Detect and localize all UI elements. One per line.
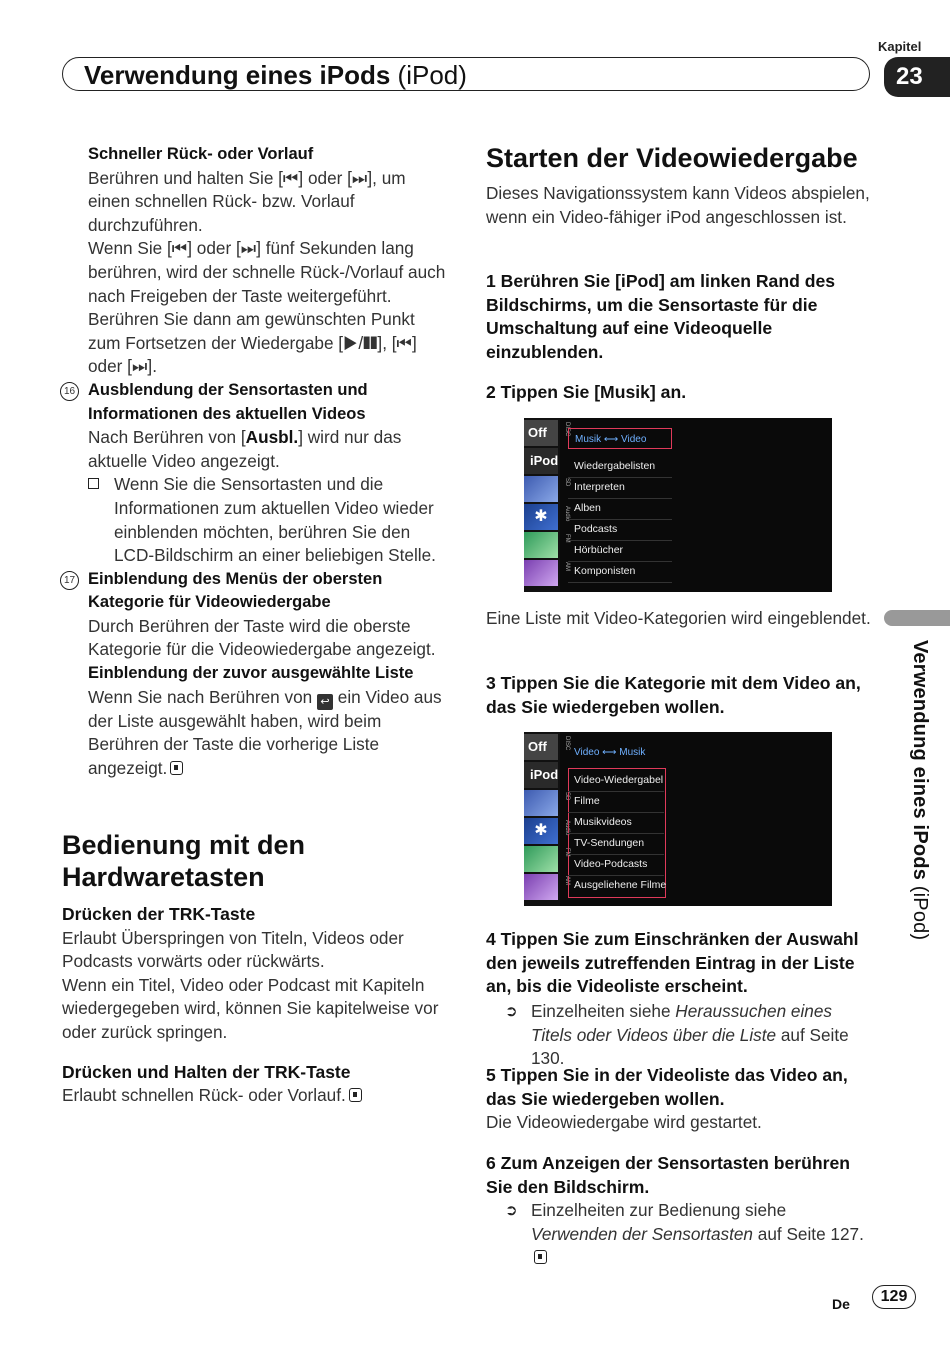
music-video-toggle[interactable]: Musik ⟷ Video xyxy=(568,428,672,449)
screenshot-video-menu xyxy=(524,732,832,906)
source-am-icon[interactable] xyxy=(524,560,558,586)
list-item[interactable]: Video-Wiedergabel xyxy=(568,770,664,792)
fast-seek-text-1: Berühren und halten Sie [⏮] oder [⏭], um einen schnellen Rück- bzw. Vorlauf durchzuführen. xyxy=(88,167,406,235)
left-column xyxy=(63,143,450,780)
source-fm-icon[interactable] xyxy=(524,532,558,558)
step-1: 1 Berühren Sie [iPod] am linken Rand des Bildschirms, um die Sensortaste für die Umschaltung auf eine Videoquelle einzublenden. xyxy=(486,271,836,362)
side-label-audio: Audio xyxy=(564,506,570,522)
end-mark-icon xyxy=(170,761,183,775)
hardware-keys-heading: Bedienung mit den Hardwaretasten xyxy=(62,830,305,892)
item-16-title: Ausblendung der Sensortasten und Informationen des aktuellen Videos xyxy=(88,380,368,423)
trk-press-title: Drücken der TRK-Taste xyxy=(62,904,256,924)
trk-hold-text: Erlaubt schnellen Rück- oder Vorlauf. xyxy=(62,1084,442,1108)
list-item[interactable]: Hörbücher xyxy=(568,540,672,562)
step-6-note: ➲ Einzelheiten zur Bedienung siehe Verwenden der Sensortasten auf Seite 127. xyxy=(531,1199,876,1270)
page-header-title: Verwendung eines iPods (iPod) xyxy=(84,60,467,90)
trk-hold-title: Drücken und Halten der TRK-Taste xyxy=(62,1061,351,1082)
list-item[interactable]: Video-Podcasts xyxy=(568,854,664,876)
side-label-sd: SD xyxy=(564,478,570,487)
arrow-bullet-icon: ➲ xyxy=(505,1202,518,1219)
bluetooth-icon[interactable]: ✱ xyxy=(524,504,558,530)
step-2: 2 Tippen Sie [Musik] an. xyxy=(486,382,687,402)
list-item[interactable]: Filme xyxy=(568,791,664,813)
item-17 xyxy=(63,568,450,781)
item-17-text: Durch Berühren der Taste wird die oberste Kategorie für die Videowiedergabe angezeigt. xyxy=(88,615,436,660)
side-tab-title: Verwendung eines iPods (iPod) xyxy=(909,640,931,941)
source-off-button[interactable]: Off xyxy=(524,420,558,446)
step-5-text: Die Videowiedergabe wird gestartet. xyxy=(486,1112,762,1132)
step-4-note: ➲ Einzelheiten siehe Heraussuchen eines Titels oder Videos über die Liste auf Seite 130. xyxy=(505,1001,849,1069)
video-start-heading: Starten der Videowiedergabe xyxy=(486,143,858,173)
item-16-note: Wenn Sie die Sensortasten und die Informationen zum aktuellen Video wieder einblenden möchten, berühren Sie den LCD-Bildschirm an einer beliebigen Stelle. xyxy=(88,473,450,567)
item-17-sub-title: Einblendung der zuvor ausgewählte Liste xyxy=(88,664,414,683)
list-item[interactable]: Musikvideos xyxy=(568,812,664,834)
side-label-sd: SD xyxy=(564,792,570,801)
trk-section xyxy=(62,903,442,1108)
footer-language: De xyxy=(832,1296,850,1312)
fast-seek-title: Schneller Rück- oder Vorlauf xyxy=(88,145,314,163)
side-label-fm: FM xyxy=(564,848,570,857)
source-ipod-button[interactable]: iPod xyxy=(524,762,558,788)
arrow-bullet-icon: ➲ xyxy=(505,1003,518,1020)
item-17-sub-text: Wenn Sie nach Berühren von ↩ ein Video aus der Liste ausgewählt haben, wird beim Berühren der Taste die vorherige Liste angezeigt. xyxy=(88,686,442,778)
end-mark-icon xyxy=(349,1088,362,1102)
list-item[interactable]: Wiedergabelisten xyxy=(568,456,672,478)
back-icon: ↩ xyxy=(317,694,333,710)
list-item[interactable]: TV-Sendungen xyxy=(568,833,664,855)
end-mark-icon xyxy=(534,1250,547,1264)
item-16-number: 16 xyxy=(60,382,79,401)
fast-seek-text-2: Wenn Sie [⏮] oder [⏭] fünf Sekunden lang berühren, wird der schnelle Rück-/Vorlauf auch nach Freigeben der Taste weitergeführt. Berühren Sie dann am gewünschten Punkt zum Fortsetzen der Wiedergabe [▶/❚❚], [⏮] oder [⏭]. xyxy=(88,238,446,377)
side-label-disc: DISC xyxy=(564,422,570,437)
chapter-label: Kapitel xyxy=(878,39,922,54)
screenshot-music-menu xyxy=(524,418,832,592)
side-tab-bar xyxy=(884,610,950,626)
source-ipod-button[interactable]: iPod xyxy=(524,448,558,474)
side-label-disc: DISC xyxy=(564,736,570,751)
chapter-number: 23 xyxy=(884,57,950,97)
list-item[interactable]: Podcasts xyxy=(568,519,672,541)
bluetooth-icon[interactable]: ✱ xyxy=(524,818,558,844)
side-label-fm: FM xyxy=(564,534,570,543)
step-3: 3 Tippen Sie die Kategorie mit dem Video an, das Sie wiedergeben wollen. xyxy=(486,673,861,717)
source-off-button[interactable]: Off xyxy=(524,734,558,760)
page-number: 129 xyxy=(872,1285,916,1309)
source-am-icon[interactable] xyxy=(524,874,558,900)
list-item[interactable]: Interpreten xyxy=(568,477,672,499)
source-disc-icon[interactable] xyxy=(524,790,558,816)
step-4: 4 Tippen Sie zum Einschränken der Auswahl den jeweils zutreffenden Eintrag in der Liste an, bis die Videoliste erscheint. xyxy=(486,929,859,997)
trk-press-text-1: Erlaubt Überspringen von Titeln, Videos oder Podcasts vorwärts oder rückwärts. xyxy=(62,927,404,972)
note-checkbox-icon xyxy=(88,478,99,489)
side-label-audio: Audio xyxy=(564,820,570,836)
source-disc-icon[interactable] xyxy=(524,476,558,502)
video-intro: Dieses Navigationssystem kann Videos abspielen, wenn ein Video-fähiger iPod angeschlossen ist. xyxy=(486,183,870,227)
source-fm-icon[interactable] xyxy=(524,846,558,872)
list-item[interactable]: Alben xyxy=(568,498,672,520)
list-item[interactable]: Ausgeliehene Filme xyxy=(574,879,667,891)
video-music-toggle[interactable]: Video ⟷ Musik xyxy=(574,747,646,758)
item-16 xyxy=(63,379,450,568)
step-5: 5 Tippen Sie in der Videoliste das Video an, das Sie wiedergeben wollen. xyxy=(486,1065,848,1109)
step-6: 6 Zum Anzeigen der Sensortasten berühren Sie den Bildschirm. xyxy=(486,1153,851,1197)
after-screenshot-1-text: Eine Liste mit Video-Kategorien wird eingeblendet. xyxy=(486,608,871,628)
item-17-number: 17 xyxy=(60,571,79,590)
item-17-title: Einblendung des Menüs der obersten Kategorie für Videowiedergabe xyxy=(88,569,383,612)
side-label-am: AM xyxy=(564,562,570,571)
item-16-text: Nach Berühren von [Ausbl.] wird nur das aktuelle Video angezeigt. xyxy=(88,427,402,471)
list-item[interactable]: Komponisten xyxy=(568,561,672,583)
trk-press-text-2: Wenn ein Titel, Video oder Podcast mit Kapiteln wiedergegeben wird, können Sie kapitelweise vor oder zurück springen. xyxy=(62,974,439,1042)
side-label-am: AM xyxy=(564,876,570,885)
